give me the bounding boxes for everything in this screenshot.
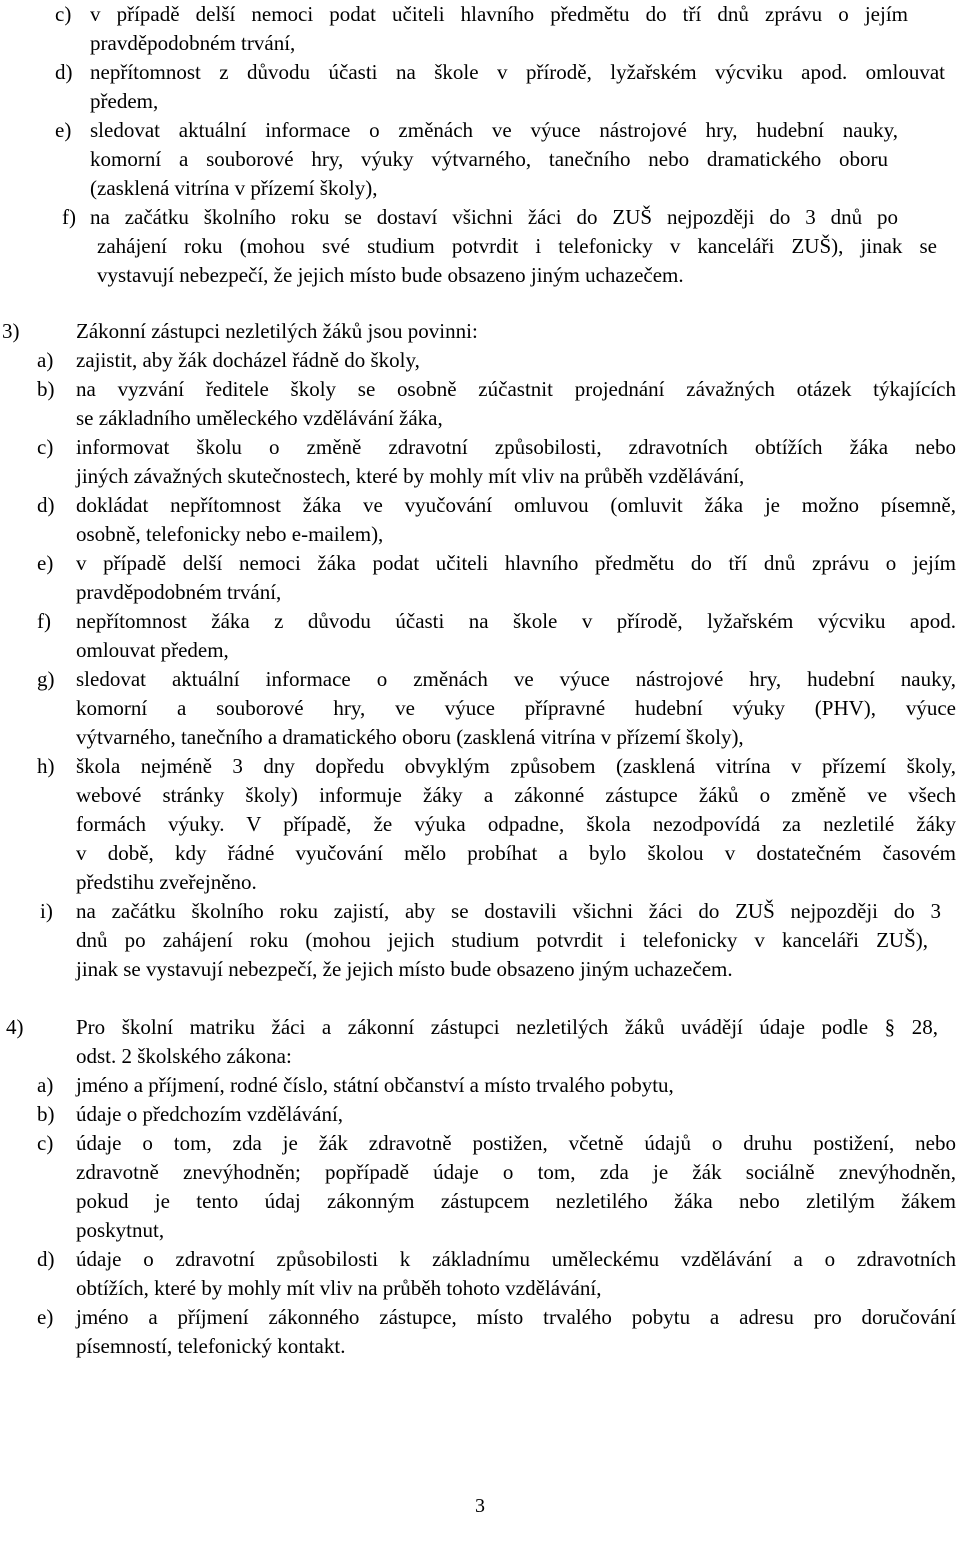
item-text-line: pravděpodobném trvání, <box>76 580 282 604</box>
item-text-line: webové stránky školy) informuje žáky a zákonné zástupce žáků o změně ve všech <box>76 783 956 807</box>
item-text-line: (zasklená vitrína v přízemí školy), <box>90 176 378 200</box>
item-text-line: sledovat aktuální informace o změnách ve výuce nástrojové hry, hudební nauky, <box>90 118 898 142</box>
item-text-line: předem, <box>90 89 159 113</box>
item-label: f) <box>62 205 76 229</box>
item-text-line: údaje o zdravotní způsobilosti k základnímu uměleckému vzdělávání a o zdravotních <box>76 1247 956 1271</box>
item-label: g) <box>37 667 55 691</box>
item-label: d) <box>55 60 73 84</box>
item-label: d) <box>37 493 55 517</box>
section-number: 3) <box>2 319 20 343</box>
item-label: c) <box>55 2 72 26</box>
item-text-line: údaje o předchozím vzdělávání, <box>76 1102 344 1126</box>
item-label: b) <box>37 377 55 401</box>
item-label: c) <box>37 1131 54 1155</box>
section-heading-line: odst. 2 školského zákona: <box>76 1044 292 1068</box>
item-text-line: osobně, telefonicky nebo e-mailem), <box>76 522 384 546</box>
item-text-line: zdravotně znevýhodněn; popřípadě údaje o tom, zda je žák sociálně znevýhodněn, <box>76 1160 956 1184</box>
item-text-line: obtížích, které by mohly mít vliv na průběh tohoto vzdělávání, <box>76 1276 602 1300</box>
item-text-line: pokud je tento údaj zákonným zástupcem nezletilého žáka nebo zletilým žákem <box>76 1189 956 1213</box>
item-text-line: písemností, telefonický kontakt. <box>76 1334 346 1358</box>
item-text-line: zajistit, aby žák docházel řádně do školy, <box>76 348 420 372</box>
item-text-line: v případě delší nemoci podat učiteli hlavního předmětu do tří dnů zprávu o jejím <box>90 2 908 26</box>
item-text-line: na vyzvání ředitele školy se osobně zúčastnit projednání závažných otázek týkajících <box>76 377 956 401</box>
item-text-line: komorní a souborové hry, výuky výtvarného, tanečního nebo dramatického oboru <box>90 147 888 171</box>
item-text-line: zahájení roku (mohou své studium potvrdit i telefonicky v kanceláři ZUŠ), jinak se <box>97 234 937 258</box>
item-label: c) <box>37 435 54 459</box>
section-heading-line: Pro školní matriku žáci a zákonní zástupci nezletilých žáků uvádějí údaje podle § 28, <box>76 1015 938 1039</box>
item-text-line: v době, kdy řádné vyučování mělo probíhat a bylo školou v dostatečném časovém <box>76 841 956 865</box>
item-text-line: údaje o tom, zda je žák zdravotně postižen, včetně údajů o druhu postižení, nebo <box>76 1131 956 1155</box>
section-number: 4) <box>6 1015 24 1039</box>
item-text-line: formách výuky. V případě, že výuka odpadne, škola nezodpovídá za nezletilé žáky <box>76 812 956 836</box>
item-label: b) <box>37 1102 55 1126</box>
item-text-line: nepřítomnost z důvodu účasti na škole v přírodě, lyžařském výcviku apod. omlouvat <box>90 60 945 84</box>
item-text-line: dnů po zahájení roku (mohou jejich studium potvrdit i telefonicky v kanceláři ZUŠ), <box>76 928 928 952</box>
item-text-line: na začátku školního roku zajistí, aby se dostavili všichni žáci do ZUŠ nejpozději do 3 <box>76 899 941 923</box>
item-text-line: škola nejméně 3 dny dopředu obvyklým způsobem (zasklená vitrína v přízemí školy, <box>76 754 956 778</box>
item-text-line: jméno a příjmení zákonného zástupce, místo trvalého pobytu a adresu pro doručování <box>76 1305 956 1329</box>
item-label: e) <box>37 1305 54 1329</box>
item-text-line: komorní a souborové hry, ve výuce přípravné hudební výuky (PHV), výuce <box>76 696 956 720</box>
section-heading: Zákonní zástupci nezletilých žáků jsou povinni: <box>76 319 478 343</box>
item-label: a) <box>37 348 54 372</box>
item-label: f) <box>37 609 51 633</box>
item-text-line: vystavují nebezpečí, že jejich místo bude obsazeno jiným uchazečem. <box>97 263 684 287</box>
item-label: e) <box>55 118 72 142</box>
item-text-line: jinak se vystavují nebezpečí, že jejich místo bude obsazeno jiným uchazečem. <box>76 957 733 981</box>
item-text-line: omlouvat předem, <box>76 638 229 662</box>
page-number: 3 <box>475 1495 485 1517</box>
item-text-line: jméno a příjmení, rodné číslo, státní občanství a místo trvalého pobytu, <box>76 1073 674 1097</box>
item-text-line: informovat školu o změně zdravotní způsobilosti, zdravotních obtížích žáka nebo <box>76 435 956 459</box>
item-text-line: jiných závažných skutečnostech, které by mohly mít vliv na průběh vzdělávání, <box>76 464 745 488</box>
item-text-line: sledovat aktuální informace o změnách ve výuce nástrojové hry, hudební nauky, <box>76 667 956 691</box>
item-text-line: předstihu zveřejněno. <box>76 870 257 894</box>
item-text-line: nepřítomnost žáka z důvodu účasti na škole v přírodě, lyžařském výcviku apod. <box>76 609 956 633</box>
item-text-line: pravděpodobném trvání, <box>90 31 296 55</box>
item-text-line: poskytnut, <box>76 1218 165 1242</box>
item-label: d) <box>37 1247 55 1271</box>
item-text-line: se základního uměleckého vzdělávání žáka, <box>76 406 443 430</box>
item-label: a) <box>37 1073 54 1097</box>
item-text-line: na začátku školního roku se dostaví všichni žáci do ZUŠ nejpozději do 3 dnů po <box>90 205 898 229</box>
item-text-line: výtvarného, tanečního a dramatického oboru (zasklená vitrína v přízemí školy), <box>76 725 744 749</box>
item-text-line: dokládat nepřítomnost žáka ve vyučování omluvou (omluvit žáka je možno písemně, <box>76 493 956 517</box>
item-label: e) <box>37 551 54 575</box>
item-text-line: v případě delší nemoci žáka podat učiteli hlavního předmětu do tří dnů zprávu o jejím <box>76 551 956 575</box>
item-label: i) <box>40 899 53 923</box>
item-label: h) <box>37 754 55 778</box>
